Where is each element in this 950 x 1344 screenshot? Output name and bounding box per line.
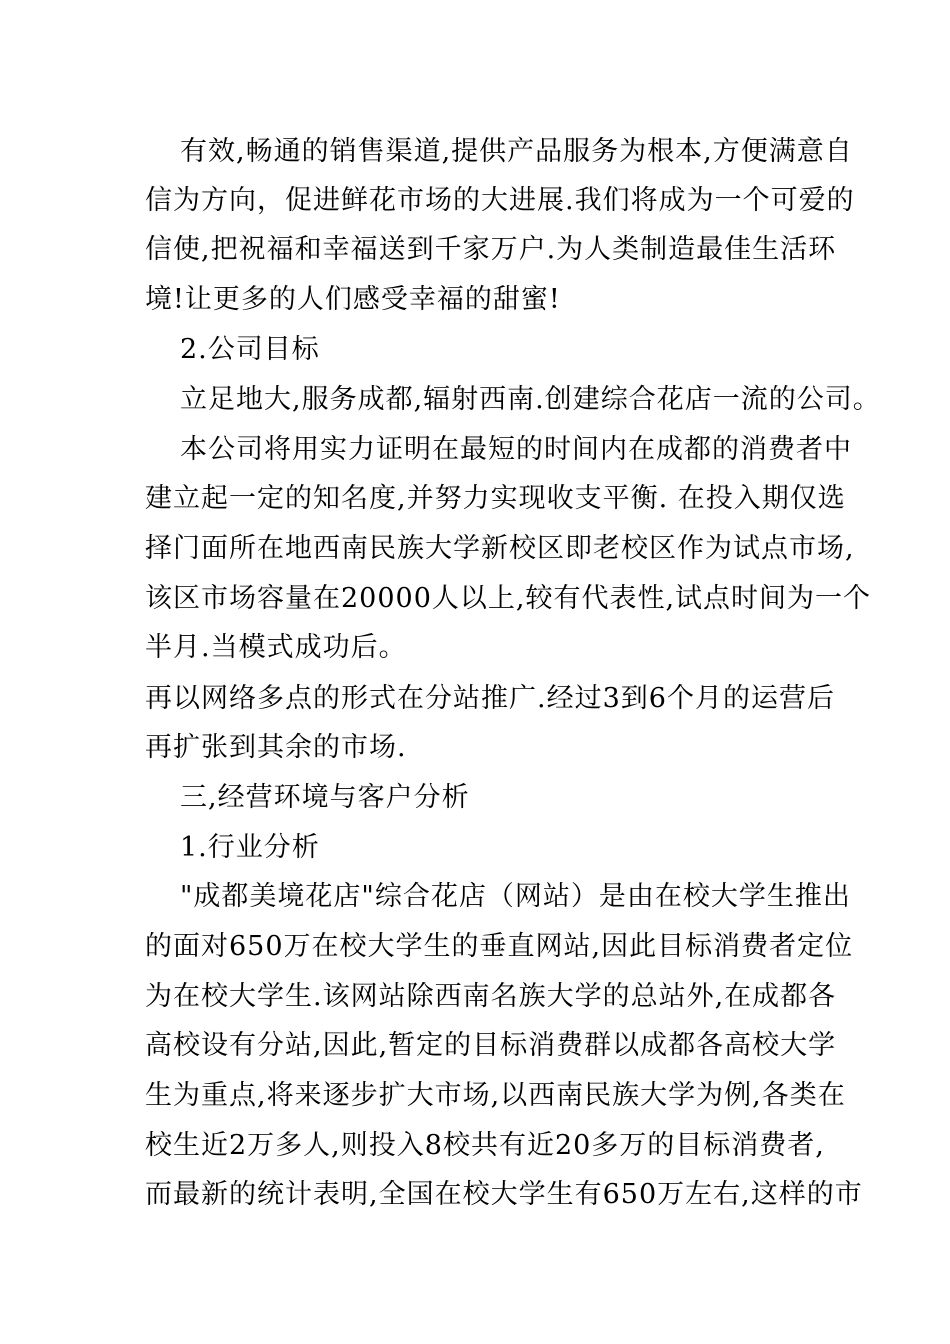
text-line: 再以网络多点的形式在分站推广.经过3到6个月的运营后 [145, 683, 835, 714]
text-line: 境!让更多的人们感受幸福的甜蜜! [145, 284, 561, 315]
text-line: 信使,把祝福和幸福送到千家万户.为人类制造最佳生活环 [145, 234, 837, 265]
text-line: 校生近2万多人,则投入8校共有近20多万的目标消费者, [145, 1130, 825, 1161]
text-line: 半月.当模式成功后。 [145, 632, 407, 663]
text-line: 本公司将用实力证明在最短的时间内在成都的消费者中 [180, 434, 852, 465]
section-heading: 2.公司目标 [180, 334, 320, 365]
section-heading: 1.行业分析 [180, 832, 320, 863]
text-line: 择门面所在地西南民族大学新校区即老校区作为试点市场, [145, 533, 855, 564]
text-line: 生为重点,将来逐步扩大市场,以西南民族大学为例,各类在 [145, 1080, 846, 1111]
text-line: 该区市场容量在20000人以上,较有代表性,试点时间为一个 [145, 583, 872, 614]
text-line: 的面对650万在校大学生的垂直网站,因此目标消费者定位 [145, 931, 854, 962]
text-line: 再扩张到其余的市场. [145, 732, 407, 763]
text-line: 为在校大学生.该网站除西南名族大学的总站外,在成都各 [145, 981, 837, 1012]
text-line: 信为方向，促进鲜花市场的大进展.我们将成为一个可爱的 [145, 185, 855, 216]
text-line: 而最新的统计表明,全国在校大学生有650万左右,这样的市 [145, 1179, 863, 1210]
text-line: 高校设有分站,因此,暂定的目标消费群以成都各高校大学 [145, 1030, 837, 1061]
text-line: "成都美境花店"综合花店（网站）是由在校大学生推出 [180, 881, 851, 912]
text-line: 建立起一定的知名度,并努力实现收支平衡. 在投入期仅选 [145, 483, 846, 514]
text-line: 有效,畅通的销售渠道,提供产品服务为根本,方便满意自 [180, 136, 853, 167]
text-line: 立足地大,服务成都,辐射西南.创建综合花店一流的公司。 [180, 384, 881, 415]
section-heading: 三,经营环境与客户分析 [180, 782, 470, 813]
